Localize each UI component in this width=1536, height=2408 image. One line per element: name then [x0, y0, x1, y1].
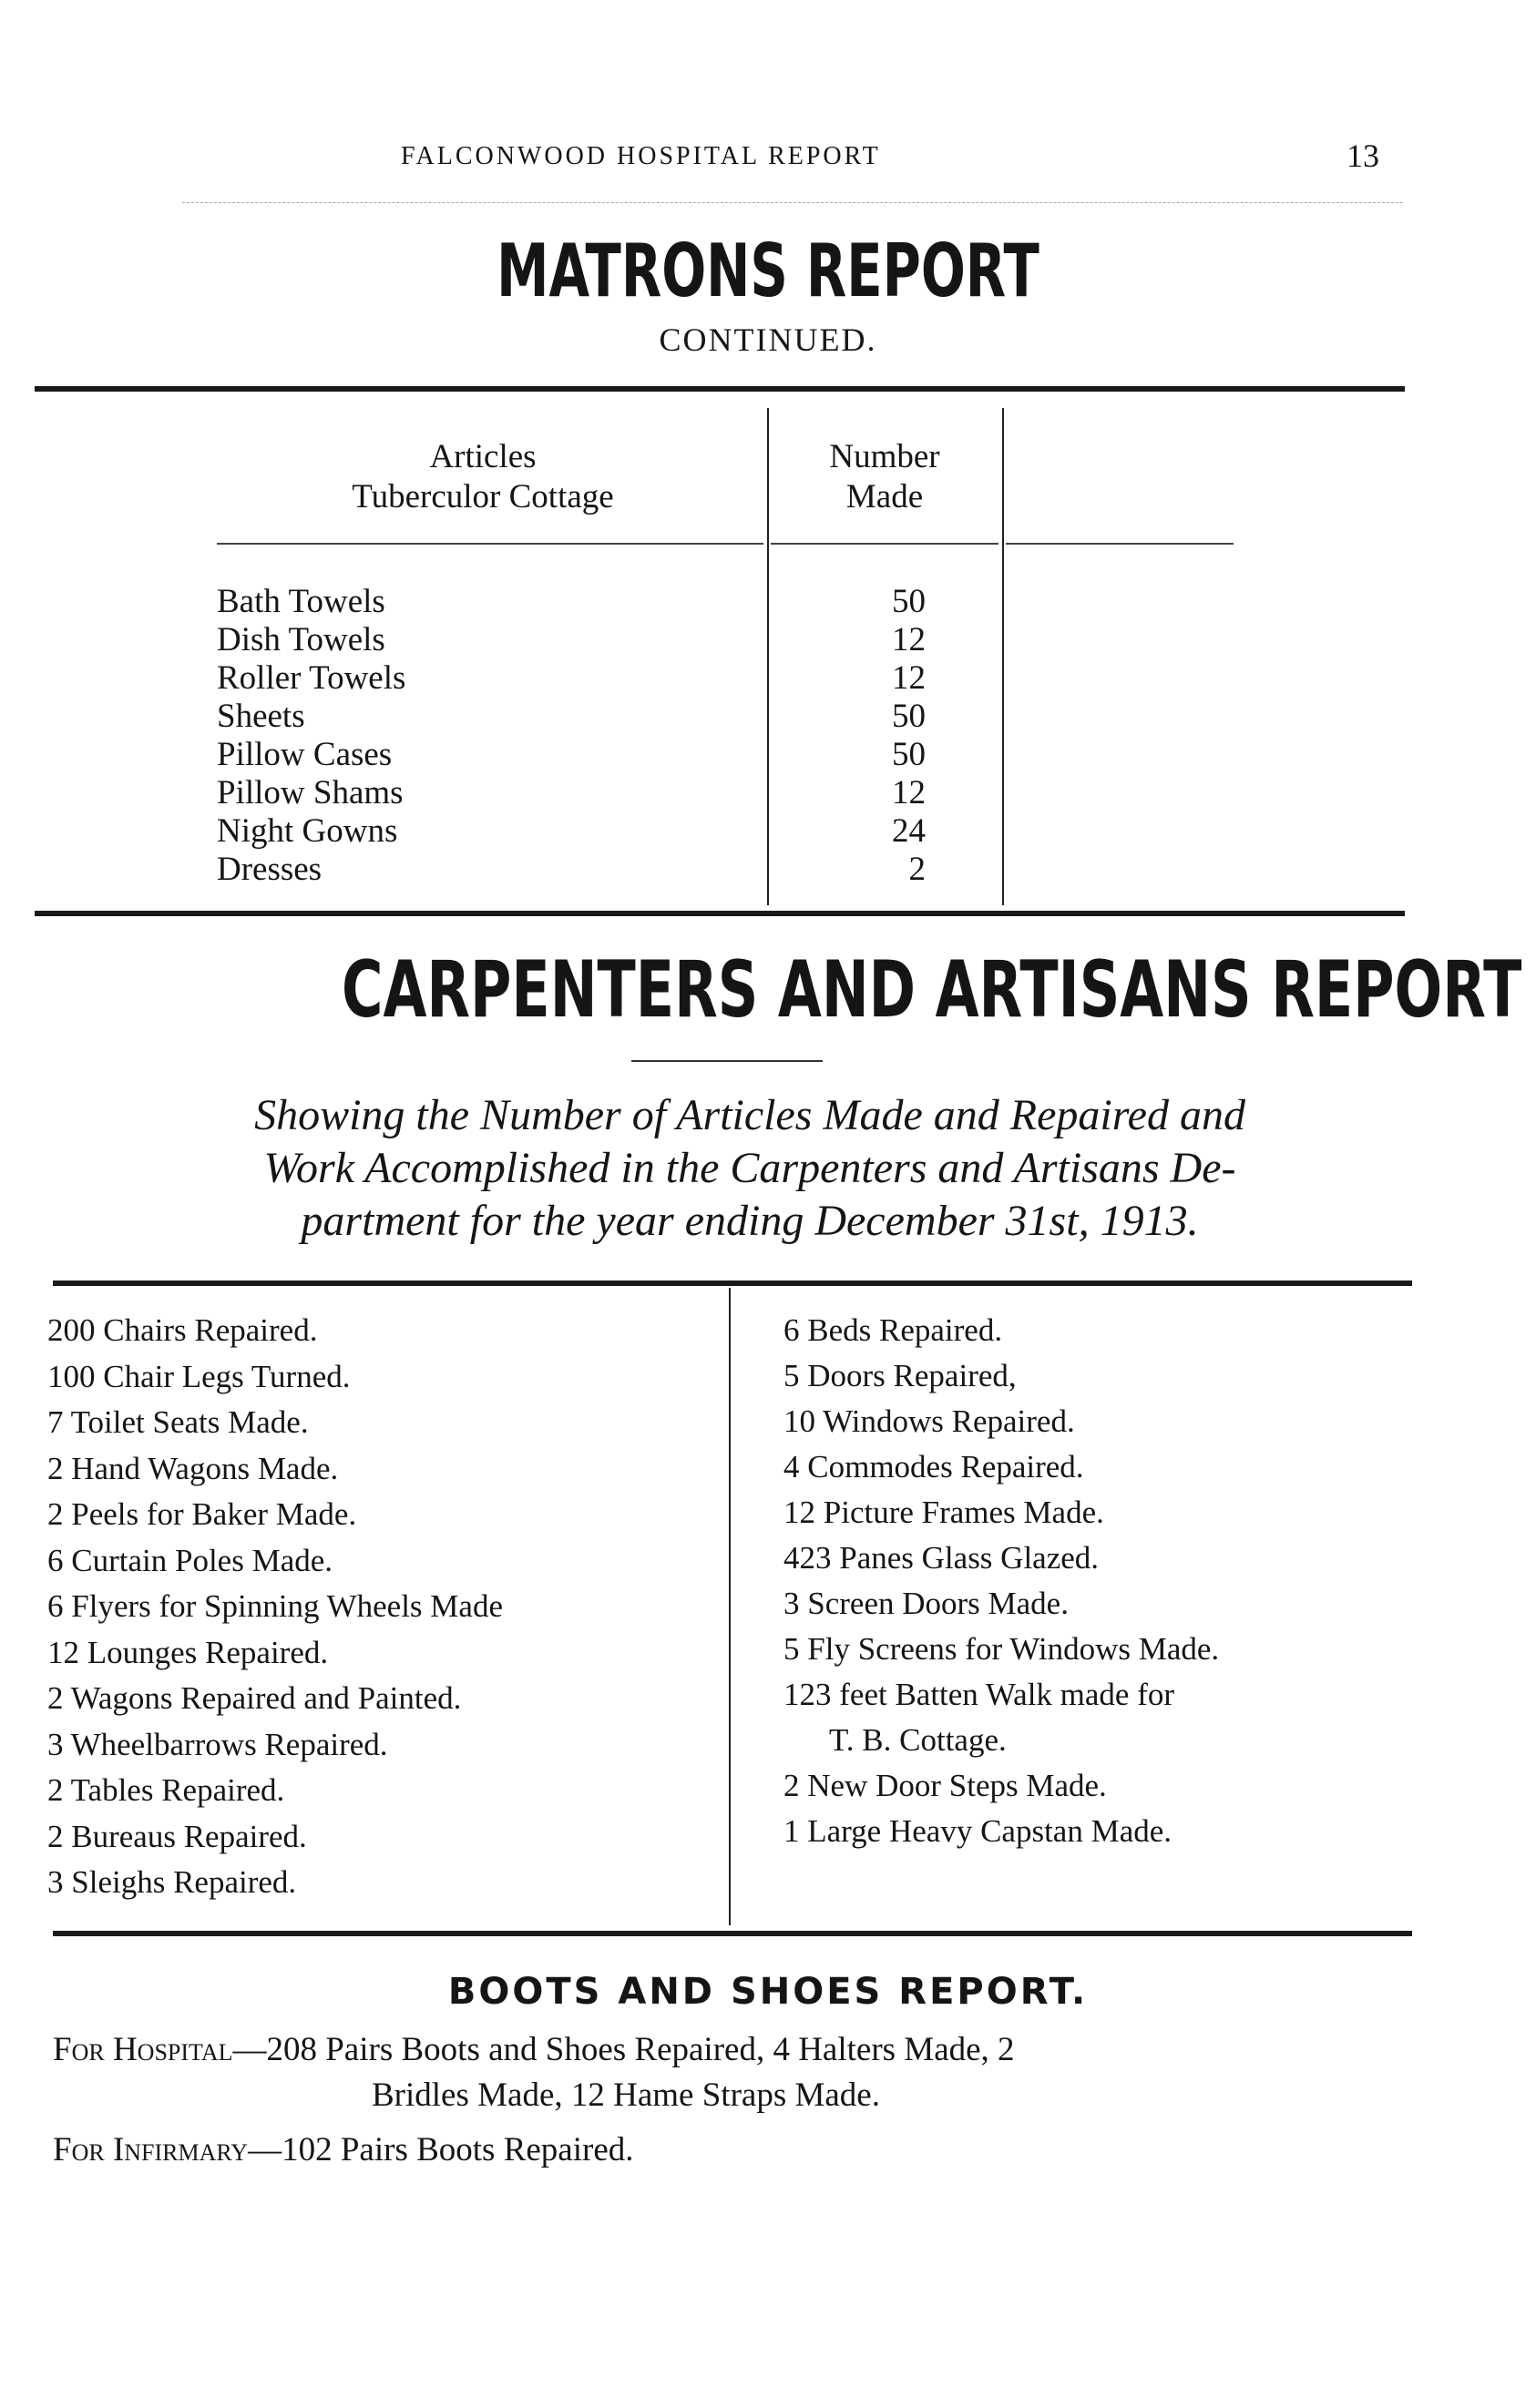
work-item-continuation-text: T. B. Cottage.: [829, 1722, 1007, 1758]
matrons-report-title: MATRONS REPORT: [497, 229, 1039, 313]
table-column-divider: [767, 408, 769, 905]
work-item: 3 Sleighs Repaired.: [47, 1864, 297, 1900]
article-name: Pillow Shams: [217, 774, 404, 811]
work-item: 100 Chair Legs Turned.: [47, 1358, 351, 1394]
carpenters-report-title: CARPENTERS AND ARTISANS REPORT: [341, 944, 1522, 1036]
number-made-list: [771, 583, 926, 889]
work-item: 6 Curtain Poles Made.: [47, 1542, 333, 1578]
work-item: 200 Chairs Repaired.: [47, 1312, 318, 1348]
column-divider: [729, 1288, 731, 1925]
intro-line: Work Accomplished in the Carpenters and Artisans De-: [263, 1144, 1236, 1192]
infirmary-label: For Infirmary: [53, 2131, 249, 2168]
column-header-articles-line2: Tuberculor Cottage: [352, 478, 614, 515]
boots-report-title: BOOTS AND SHOES REPORT.: [447, 1971, 1089, 2013]
work-item: 3 Wheelbarrows Repaired.: [47, 1726, 388, 1762]
number-made: 50: [892, 698, 926, 735]
article-name: Night Gowns: [217, 812, 398, 850]
work-item: 7 Toilet Seats Made.: [47, 1404, 309, 1440]
work-item: 5 Doors Repaired,: [783, 1358, 1017, 1393]
work-item: 123 feet Batten Walk made for: [783, 1677, 1175, 1712]
article-name: Dish Towels: [217, 621, 385, 658]
work-item: 12 Picture Frames Made.: [783, 1495, 1104, 1530]
number-made: 50: [892, 736, 926, 773]
article-name: Dresses: [217, 851, 323, 888]
page-number: 13: [1347, 138, 1379, 174]
column-header-articles: [273, 437, 692, 517]
work-item-continuation: [783, 1718, 1421, 1763]
hospital-text-continued: Bridles Made, 12 Hame Straps Made.: [372, 2076, 880, 2114]
work-item: 4 Commodes Repaired.: [783, 1449, 1084, 1485]
number-made: 24: [892, 812, 926, 850]
work-item: 2 New Door Steps Made.: [783, 1768, 1107, 1803]
table-column-divider: [1002, 408, 1004, 905]
work-item: 2 Wagons Repaired and Painted.: [47, 1680, 462, 1716]
number-made: 50: [892, 583, 926, 620]
hospital-label: For Hospital: [53, 2031, 233, 2068]
work-item: 10 Windows Repaired.: [783, 1403, 1075, 1439]
table-header-rule: [1006, 543, 1234, 545]
number-made: 12: [892, 774, 926, 811]
column-header-number-line1: Number: [829, 438, 940, 475]
column-header-articles-line1: Articles: [429, 438, 537, 475]
hospital-text: —208 Pairs Boots and Shoes Repaired, 4 Halters Made, 2: [232, 2031, 1015, 2068]
boots-infirmary-entry: [53, 2127, 1428, 2173]
work-item: 5 Fly Screens for Windows Made.: [783, 1631, 1220, 1667]
carpenters-list-left: [47, 1308, 503, 1906]
intro-line: partment for the year ending December 31st, 1913.: [301, 1197, 1199, 1245]
carpenters-intro: [53, 1089, 1447, 1248]
column-header-number: [771, 437, 998, 517]
work-item: 6 Beds Repaired.: [783, 1312, 1003, 1348]
matrons-report-subtitle: CONTINUED.: [659, 321, 877, 358]
intro-line: Showing the Number of Articles Made and Repaired and: [254, 1091, 1245, 1139]
work-item: 6 Flyers for Spinning Wheels Made: [47, 1588, 503, 1624]
article-name: Bath Towels: [217, 583, 385, 620]
work-item: 2 Tables Repaired.: [47, 1772, 285, 1808]
work-item: 2 Peels for Baker Made.: [47, 1496, 357, 1532]
table-header-rule: [771, 543, 998, 545]
carpenters-list-right: [783, 1308, 1421, 1854]
number-made: 12: [892, 621, 926, 658]
article-list: [217, 583, 405, 889]
article-name: Pillow Cases: [217, 736, 393, 773]
number-made: 12: [892, 659, 926, 697]
number-made: 2: [908, 851, 926, 888]
boots-hospital-entry: [53, 2027, 1428, 2118]
section-divider: [53, 1931, 1412, 1936]
work-item: 423 Panes Glass Glazed.: [783, 1540, 1100, 1576]
work-item: 12 Lounges Repaired.: [47, 1634, 329, 1670]
work-item: 2 Bureaus Repaired.: [47, 1818, 307, 1854]
article-name: Roller Towels: [217, 659, 406, 697]
section-divider: [35, 386, 1405, 392]
table-header-rule: [217, 543, 763, 545]
running-title: FALCONWOOD HOSPITAL REPORT: [401, 142, 881, 170]
article-name: Sheets: [217, 698, 305, 735]
infirmary-text: —102 Pairs Boots Repaired.: [248, 2131, 634, 2168]
work-item: 1 Large Heavy Capstan Made.: [783, 1813, 1172, 1849]
work-item: 2 Hand Wagons Made.: [47, 1450, 339, 1486]
column-header-number-line2: Made: [845, 478, 924, 515]
work-item: 3 Screen Doors Made.: [783, 1586, 1069, 1621]
header-divider: [182, 202, 1403, 203]
section-divider: [35, 911, 1405, 916]
section-divider: [53, 1281, 1412, 1286]
title-underline: [631, 1060, 823, 1062]
